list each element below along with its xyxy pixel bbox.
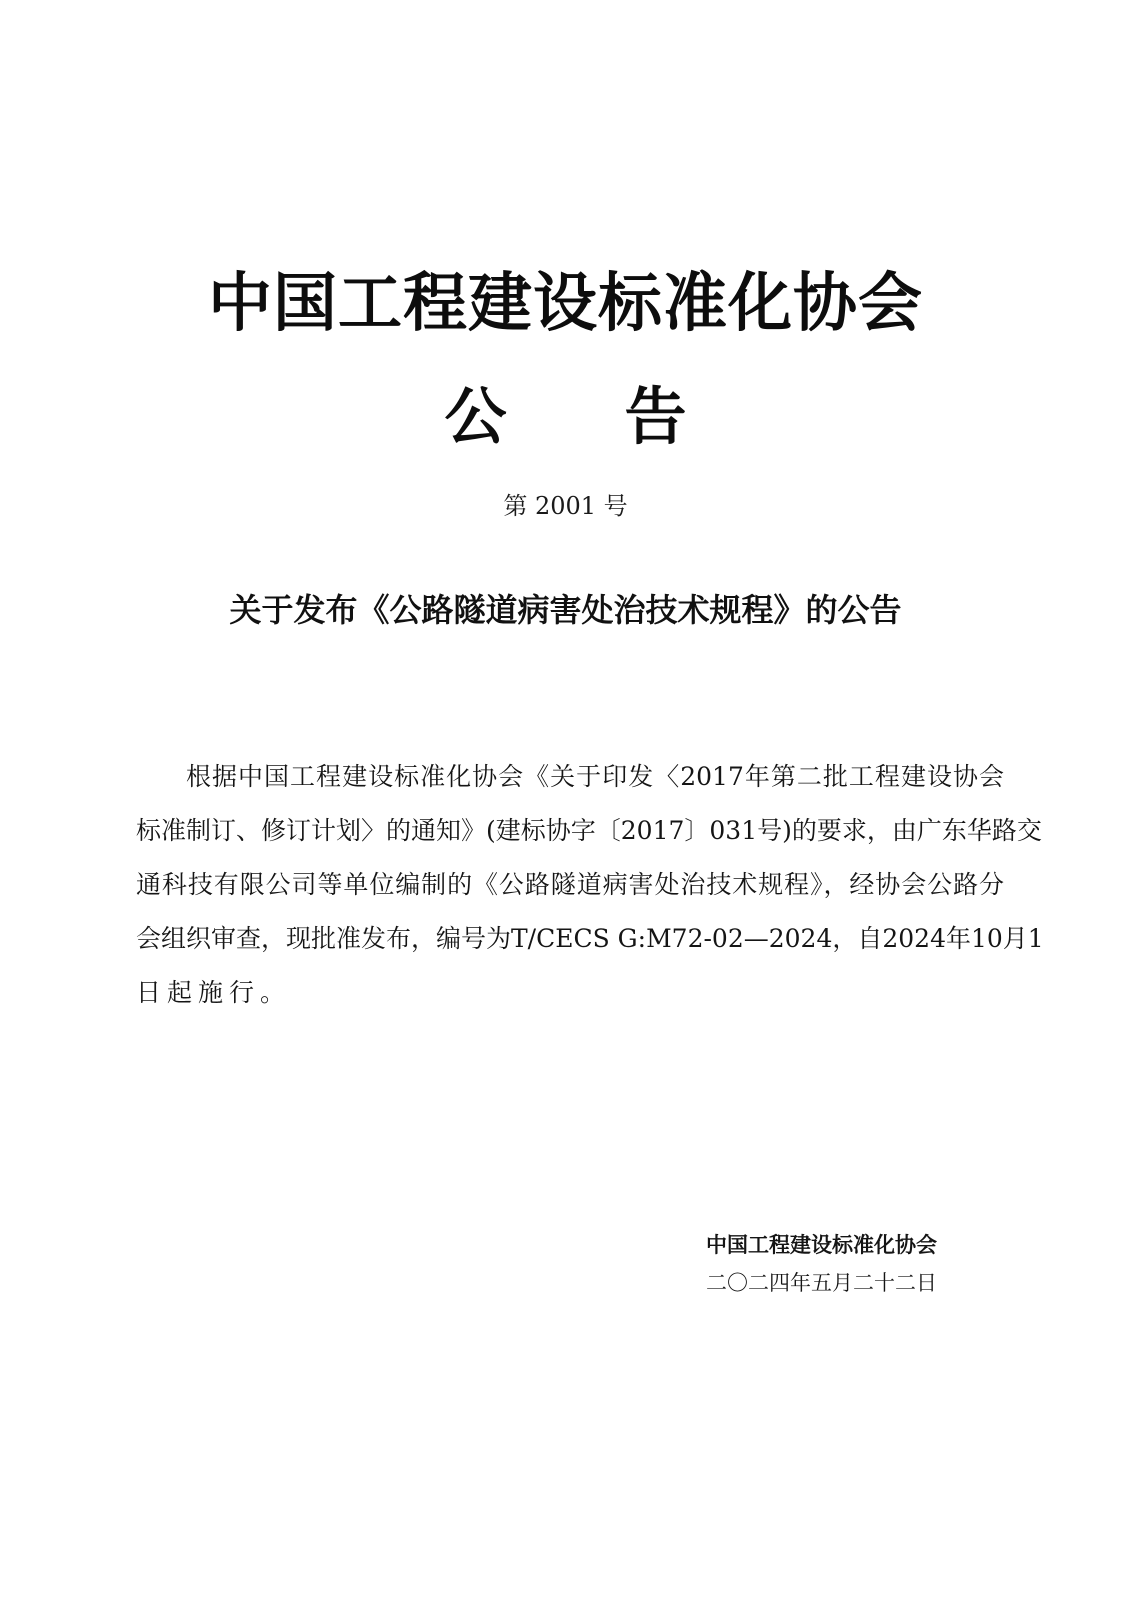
body-line-2: 标准制订、修订计划〉的通知》(建标协字〔2017〕031号)的要求，由广东华路交 — [136, 816, 1042, 845]
signature-block — [706, 1228, 1026, 1300]
signature-organization: 中国工程建设标准化协会 — [706, 1233, 937, 1257]
document-type-heading — [0, 378, 1131, 456]
announcement-body — [136, 750, 1044, 1020]
announcement-subject: 关于发布《公路隧道病害处治技术规程》的公告 — [229, 591, 902, 629]
body-line-5: 日起施行。 — [136, 978, 292, 1007]
document-number: 第 2001 号 — [503, 492, 628, 520]
document-type-char-1: 公 — [444, 380, 507, 453]
issuing-organization-title: 中国工程建设标准化协会 — [208, 267, 923, 341]
body-line-4: 会组织审查，现批准发布，编号为T/CECS G:M72-02—2024，自2024年10月1 — [136, 924, 1044, 953]
body-line-3: 通科技有限公司等单位编制的《公路隧道病害处治技术规程》，经协会公路分 — [136, 870, 1004, 899]
body-line-1: 根据中国工程建设标准化协会《关于印发〈2017年第二批工程建设协会 — [186, 762, 1004, 791]
document-type-char-2: 告 — [624, 380, 687, 453]
signature-date: 二〇二四年五月二十二日 — [706, 1271, 937, 1295]
